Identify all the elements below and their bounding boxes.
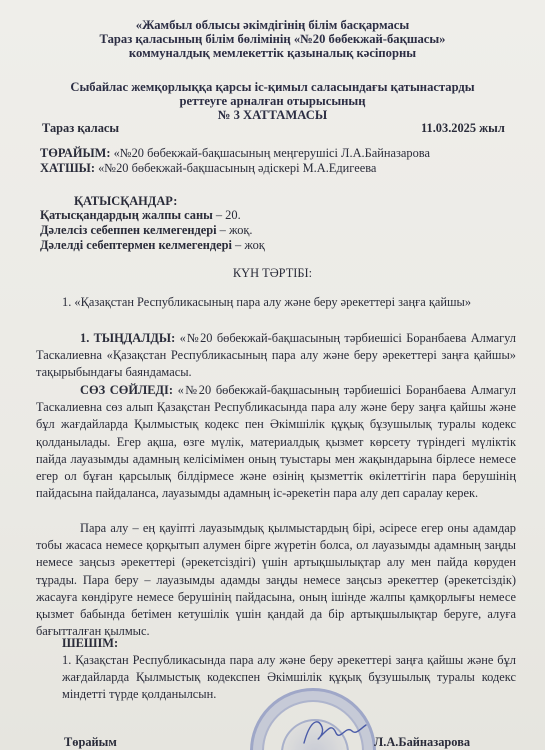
participants-absent: Дәлелсіз себеппен келмегендері – жоқ. — [40, 223, 253, 237]
footer-name: Л.А.Байназарова — [374, 735, 471, 749]
signature — [300, 713, 370, 750]
decision-text: 1. Қазақстан Республикасында пара алу және беру әрекеттері заңға қайшы және бұл жағдайларда Қылмыстық кодекспен Әкімшілік құқық бұзушылық туралы кодекс міндетті түрде қолданылсын. — [62, 653, 516, 702]
city: Тараз қаласы — [42, 121, 120, 135]
participants-heading: ҚАТЫСҚАНДАР: — [74, 194, 178, 208]
participants-excused: Дәлелді себептермен келмегендері – жоқ — [40, 238, 265, 252]
agenda-heading: КҮН ТӘРТІБІ: — [232, 266, 313, 280]
spoke-text: «№20 бөбекжай-бақшасының тәрбиешісі Боранбаева Алмагул Таскалиевна сөз алып Қазақстан Республикасында пара алу және беру заңға қайшы және бұл жағдайларда Қылмыстық кодекс пен Әкімшілік құқық бұзушылық туралы кодекс қолданылады. Егер ақша, өзге мүлік, материалдық қызмет көрсету түріндегі мүліктік пайда лауазымды адамның келісімімен оның туыстары мен жақындарына бірлесе немесе егер ол бұған қарсылық білдірмесе және өзінің қызметтік өкілеттігін пара берушінің пайдасына пайдаланса, лауазымды адамның іс-әрекетін пара алу деп саралау керек. — [36, 383, 516, 501]
participants-total: Қатысқандардың жалпы саны – 20. — [40, 208, 241, 222]
chair-text: «№20 бөбекжай-бақшасының меңгерушісі Л.А.Байназарова — [110, 146, 430, 160]
org-line-3: коммуналдық мемлекеттік қазыналық кәсіпорны — [128, 46, 417, 60]
protocol-number: № 3 ХАТТАМАСЫ — [217, 108, 328, 122]
org-line-2: Тараз қаласының білім бөлімінің «№20 бөбекжай-бақшасы» — [99, 32, 446, 46]
listened-label: 1. ТЫҢДАЛДЫ: — [80, 331, 176, 345]
listened-paragraph — [36, 330, 516, 382]
secretary-label: ХАТШЫ: — [40, 161, 95, 175]
spoke-label: СӨЗ СӨЙЛЕДІ: — [80, 383, 173, 397]
title-line-1: Сыбайлас жемқорлыққа қарсы іс-қимыл саласындағы қатынастарды — [70, 80, 475, 94]
org-line-1: «Жамбыл облысы әкімдігінің білім басқармасы — [135, 18, 410, 32]
spoke-paragraph-2: Пара алу – ең қауіпті лауазымдық қылмыстардың бірі, әсіресе егер оны адамдар тобы жасаса немесе қорқытып алумен бірге жүретін болса, ол лауазымды адамның заңды немесе заңсыз әрекеттері (әрекетсіздігі) үшін артықшылықтар алу мен пайда көруден тұрады. Пара беру – лауазымды адамды заңды немесе заңсыз әрекеттер (әрекетсіздік) жасауға көндіруге немесе берушінің пайдасына, оның ішінде жалпы қамқорлығы немесе қызмет бабында бетімен кетушілік үшін қандай да бір артықшылықтар беруге, алуға бағытталған қылмыс. — [36, 521, 516, 639]
decision-heading: ШЕШІМ: — [62, 636, 119, 650]
secretary-line — [40, 161, 376, 175]
chair-line — [40, 146, 430, 160]
title-line-2: реттеуге арналған отырысының — [179, 94, 366, 108]
listened-text: «№20 бөбекжай-бақшасының тәрбиешісі Боранбаева Алмагул Таскалиевна «Қазақстан Республикасының пара алу және беру әрекеттері заңға қайшы» тақырыбындағы баяндамасы. — [36, 331, 516, 380]
footer-role: Төрайым — [64, 735, 117, 749]
secretary-text: «№20 бөбекжай-бақшасының әдіскері М.А.Едигеева — [94, 161, 377, 175]
spoke-paragraph — [36, 382, 516, 502]
agenda-item-1: 1. «Қазақстан Республикасының пара алу және беру әрекеттері заңға қайшы» — [62, 295, 472, 309]
chair-label: ТӨРАЙЫМ: — [40, 146, 111, 160]
date: 11.03.2025 жыл — [421, 121, 505, 135]
